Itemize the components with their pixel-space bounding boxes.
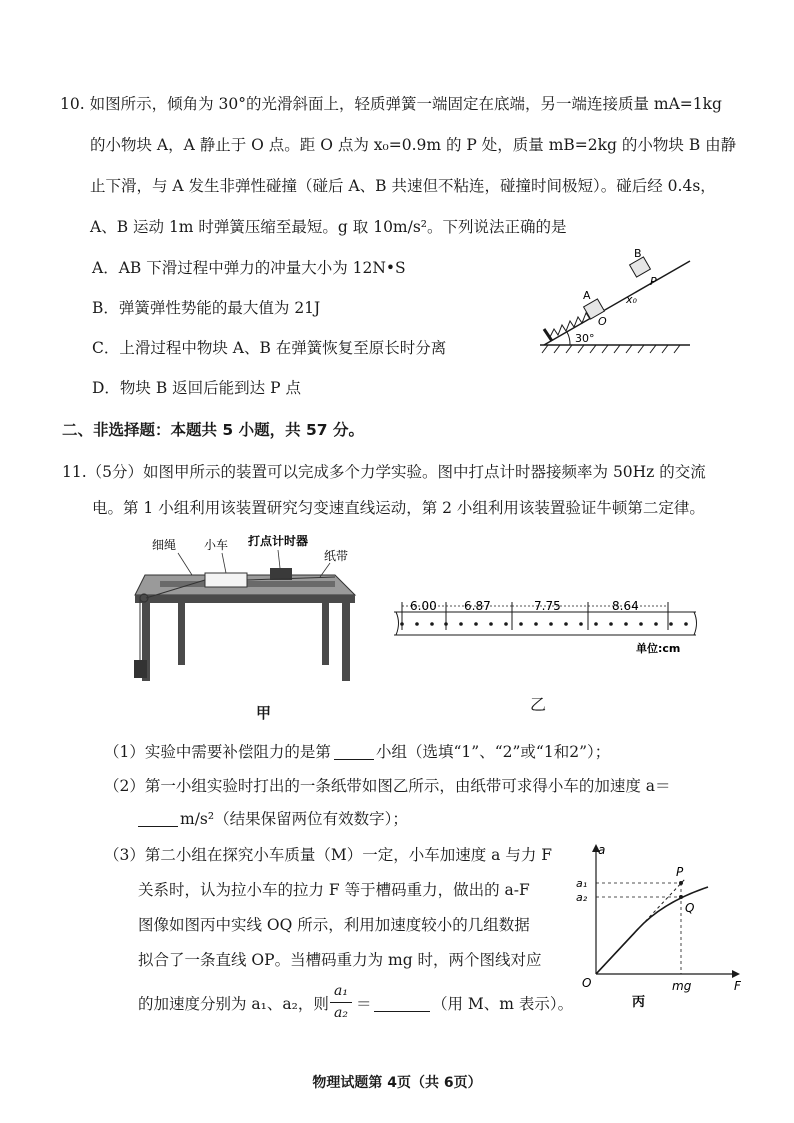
apparatus-figure: [130, 535, 370, 695]
q11-line2: 电。第 1 小组利用该装置研究匀变速直线运动，第 2 小组利用该装置验证牛顿第二定律。: [92, 499, 705, 517]
hook-weight: [134, 660, 147, 678]
q11-sub3-line4: 拟合了一条直线 OP。当槽码重力为 mg 时，两个图线对应: [138, 951, 542, 969]
caption-jia: 甲: [256, 704, 272, 722]
leader-cart: [222, 553, 226, 573]
label-o: O: [598, 315, 607, 328]
segment-3: 7.75: [534, 599, 561, 613]
q10-option-c: C．上滑过程中物块 A、B 在弹簧恢复至原长时分离: [92, 339, 447, 357]
section-2-title: 二、非选择题：本题共 5 小题，共 57 分。: [62, 421, 364, 439]
fraction-denominator: a₂: [334, 1005, 348, 1021]
label-q: Q: [685, 901, 695, 915]
leader-rope: [178, 553, 192, 575]
answer-blank-1: [334, 759, 374, 760]
af-graph: [568, 840, 748, 1010]
label-p: P: [650, 275, 657, 288]
f-axis-arrow: [732, 970, 740, 978]
q11-sub3-line1: （3）第二小组在探究小车质量（M）一定，小车加速度 a 与力 F: [104, 846, 553, 864]
incline-figure: [530, 245, 700, 360]
q10-option-d: D．物块 B 返回后能到达 P 点: [92, 379, 301, 397]
label-timer: 打点计时器: [248, 535, 309, 548]
label-a2: a₂: [576, 891, 588, 904]
tape-right-tear: [694, 612, 697, 635]
incline-surface: [544, 261, 690, 345]
q10-option-a: A．AB 下滑过程中弹力的冲量大小为 12N•S: [92, 259, 406, 277]
page-footer: 物理试题第 4页（共 6页）: [312, 1075, 482, 1091]
label-x0: x₀: [626, 293, 637, 306]
q11-sub2-line2: m/s²（结果保留两位有效数字）；: [180, 810, 408, 828]
label-a1: a₁: [576, 877, 588, 890]
table-leg: [322, 603, 329, 665]
answer-blank-3: [374, 1011, 430, 1012]
segment-1: 6.00: [410, 599, 437, 613]
q11-sub3-last: 的加速度分别为 a₁、a₂，则: [138, 995, 329, 1013]
fraction-bar: [330, 1002, 352, 1003]
q11-sub3-line2: 关系时，认为拉小车的拉力 F 等于槽码重力，做出的 a-F: [138, 881, 530, 899]
segment-4: 8.64: [612, 599, 639, 613]
answer-blank-2: [138, 826, 178, 827]
label-a: A: [583, 289, 591, 302]
tape-unit: 单位:cm: [636, 642, 681, 655]
table-leg: [342, 603, 350, 681]
cart: [205, 573, 247, 587]
table-leg: [178, 603, 185, 665]
tape-left-tear: [396, 612, 399, 635]
angle-label: 30°: [575, 332, 595, 345]
ground-hatch: [542, 345, 680, 353]
q10-line4: A、B 运动 1m 时弹簧压缩至最短。g 取 10m/s²。下列说法正确的是: [90, 218, 567, 236]
label-b: B: [634, 247, 642, 260]
point-p: [679, 881, 683, 885]
q11-sub1-tail: 小组（选填“1”、“2”或“1和2”）；: [376, 743, 611, 761]
leader-timer: [278, 550, 280, 568]
label-tape: 纸带: [324, 549, 349, 563]
segment-2: 6.87: [464, 599, 491, 613]
label-f-axis: F: [734, 979, 741, 993]
label-cart: 小车: [204, 538, 229, 552]
tape-figure: [392, 590, 702, 655]
label-mg: mg: [672, 979, 692, 993]
q11-line1: 11.（5分）如图甲所示的装置可以完成多个力学实验。图中打点计时器接频率为 50Hz 的交流: [62, 463, 706, 481]
q11-sub2-line1: （2）第一小组实验时打出的一条纸带如图乙所示，由纸带可求得小车的加速度 a＝: [104, 777, 671, 795]
q11-sub1-text: （1）实验中需要补偿阻力的是第: [104, 743, 331, 761]
fraction-numerator: a₁: [334, 983, 348, 999]
angle-arc: [567, 332, 570, 345]
q11-sub3-line3: 图像如图丙中实线 OQ 所示，利用加速度较小的几组数据: [138, 916, 530, 934]
q10-line1: 10. 如图所示，倾角为 30°的光滑斜面上，轻质弹簧一端固定在底端，另一端连接质量 mA=1kg: [60, 95, 722, 113]
q10-line2: 的小物块 A，A 静止于 O 点。距 O 点为 x₀=0.9m 的 P 处，质量 mB=2kg 的小物块 B 由静: [90, 136, 737, 154]
equals-sign: ＝: [356, 995, 372, 1013]
label-origin: O: [582, 976, 592, 990]
q10-option-b: B．弹簧弹性势能的最大值为 21J: [92, 299, 321, 317]
caption-yi: 乙: [530, 695, 547, 714]
caption-bing: 丙: [632, 995, 646, 1010]
tape-dots: [400, 622, 688, 626]
q10-line3: 止下滑，与 A 发生非弹性碰撞（碰后 A、B 共速但不粘连，碰撞时间极短）。碰后经 0.4s，: [90, 177, 716, 195]
q11-sub3-tail: （用 M、m 表示）。: [432, 995, 574, 1013]
label-p: P: [676, 865, 684, 879]
label-a-axis: a: [598, 843, 606, 857]
table-edge: [135, 595, 355, 603]
point-q: [679, 895, 683, 899]
label-rope: 细绳: [152, 538, 177, 552]
